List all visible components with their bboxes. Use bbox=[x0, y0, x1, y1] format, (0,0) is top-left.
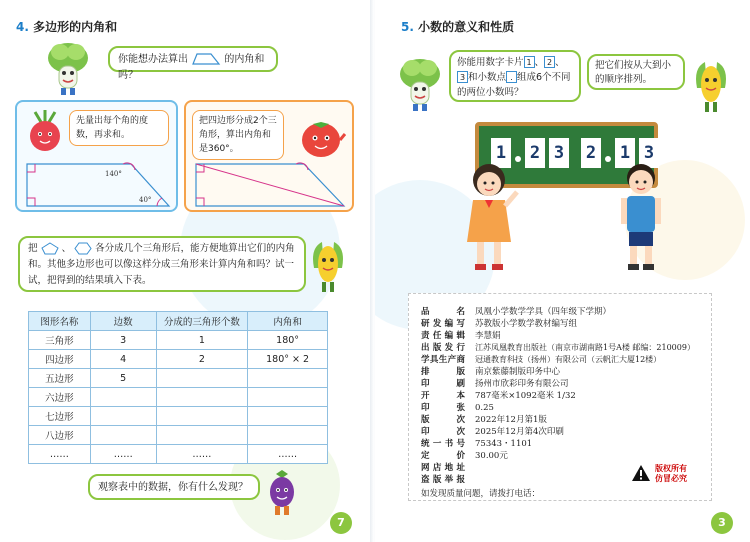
table-header: 内角和 bbox=[248, 312, 328, 331]
page-number-right: 3 bbox=[711, 512, 733, 534]
question-text: 组成6个不同的两位小数吗？ bbox=[457, 72, 571, 98]
info-row bbox=[421, 306, 611, 318]
info-row bbox=[421, 450, 508, 462]
section-number: 4. bbox=[16, 20, 29, 34]
table-cell: 五边形 bbox=[29, 369, 91, 388]
info-value: 2025年12月第4次印刷 bbox=[475, 427, 564, 437]
info-value: 李慧娟 bbox=[475, 331, 501, 341]
radish-character-icon bbox=[25, 108, 65, 154]
info-value: 75343・1101 bbox=[475, 439, 533, 449]
method-text-measure: 先量出每个角的度数，再求和。 bbox=[69, 110, 169, 146]
info-row bbox=[421, 426, 564, 438]
cabbage-character-icon bbox=[395, 54, 445, 112]
corn-character-icon bbox=[691, 58, 731, 116]
section-number: 5. bbox=[401, 20, 414, 34]
question-text: 、 bbox=[534, 57, 545, 68]
info-label: 定价 bbox=[421, 451, 465, 461]
decimal-point-card: . bbox=[506, 71, 517, 83]
table-cell: …… bbox=[90, 445, 156, 464]
question-text: 你能用数字卡片 bbox=[457, 57, 524, 68]
table-row bbox=[29, 331, 328, 350]
table-cell bbox=[248, 407, 328, 426]
table-cell: 四边形 bbox=[29, 350, 91, 369]
table-row bbox=[29, 426, 328, 445]
info-value: 扬州市欣彩印务有限公司 bbox=[475, 379, 569, 389]
prompt-text-3: 各分成几个三角形后，能方便地算出它们的内角和。其他多边形也可以像这样分成三角形来计算内角和吗？试一试，把得到的结果填入下表。 bbox=[28, 243, 295, 286]
table-cell: 180° × 2 bbox=[248, 350, 328, 369]
table-cell: 5 bbox=[90, 369, 156, 388]
copyright-warning bbox=[655, 464, 687, 484]
pentagon-icon bbox=[41, 242, 59, 255]
method-card-split bbox=[184, 100, 354, 212]
info-label: 排版 bbox=[421, 367, 465, 377]
info-row bbox=[421, 402, 494, 414]
table-cell: 4 bbox=[90, 350, 156, 369]
table-cell: …… bbox=[156, 445, 248, 464]
copyright-warning-line2: 仿冒必究 bbox=[655, 474, 687, 483]
info-row bbox=[421, 474, 475, 486]
method-card-measure bbox=[15, 100, 178, 212]
info-value: 2022年12月第1版 bbox=[475, 415, 547, 425]
copyright-warning-line1: 版权所有 bbox=[655, 464, 687, 473]
table-cell: 六边形 bbox=[29, 388, 91, 407]
table-cell: 1 bbox=[156, 331, 248, 350]
board-digit-card: 1 bbox=[615, 138, 635, 168]
quadrilateral-diagram bbox=[23, 160, 173, 210]
info-row bbox=[421, 318, 577, 330]
info-value: 南京紫藤制版印务中心 bbox=[475, 367, 561, 377]
table-cell bbox=[248, 369, 328, 388]
table-row bbox=[29, 445, 328, 464]
board-decimal-point bbox=[605, 156, 611, 162]
publication-info-box bbox=[408, 293, 712, 501]
table-cell bbox=[90, 388, 156, 407]
board-digit-card: 1 bbox=[491, 138, 511, 168]
table-header: 分成的三角形个数 bbox=[156, 312, 248, 331]
info-value: 30.00元 bbox=[475, 451, 508, 461]
angle-label-40: 40° bbox=[139, 196, 152, 204]
table-cell: …… bbox=[248, 445, 328, 464]
info-row bbox=[421, 438, 532, 450]
info-label: 责任编辑 bbox=[421, 331, 465, 341]
table-cell bbox=[156, 369, 248, 388]
info-label: 学具生产商 bbox=[421, 355, 465, 365]
table-cell: 180° bbox=[248, 331, 328, 350]
table-cell: 2 bbox=[156, 350, 248, 369]
info-value: 江苏凤凰教育出版社（南京市湖南路1号A楼 邮编：210009） bbox=[475, 343, 695, 352]
table-header: 边数 bbox=[90, 312, 156, 331]
digit-card-3: 3 bbox=[457, 71, 468, 83]
table-cell bbox=[90, 407, 156, 426]
girl-student-icon bbox=[463, 160, 519, 272]
board-digit-card: 3 bbox=[639, 138, 659, 168]
split-quadrilateral-diagram bbox=[192, 160, 350, 210]
cabbage-character-icon bbox=[42, 38, 94, 96]
info-label: 印张 bbox=[421, 403, 465, 413]
question-end-text: 的内角和吗？ bbox=[118, 54, 265, 81]
info-label: 出版发行 bbox=[421, 343, 465, 353]
question-text: 你能想办法算出 bbox=[118, 54, 188, 65]
prompt-text-2: 、 bbox=[61, 243, 72, 254]
section-title-text: 小数的意义和性质 bbox=[418, 20, 515, 34]
info-label: 品名 bbox=[421, 307, 465, 317]
info-value: 苏教版小学数学教材编写组 bbox=[475, 319, 578, 329]
info-label: 印刷 bbox=[421, 379, 465, 389]
board-digit-card: 2 bbox=[525, 138, 545, 168]
table-cell: 三角形 bbox=[29, 331, 91, 350]
info-row bbox=[421, 378, 569, 390]
info-label: 研发编写 bbox=[421, 319, 465, 329]
trapezoid-icon bbox=[191, 53, 221, 65]
board-digit-card: 3 bbox=[549, 138, 569, 168]
info-row bbox=[421, 366, 560, 378]
info-label: 印次 bbox=[421, 427, 465, 437]
table-cell: 3 bbox=[90, 331, 156, 350]
info-value: 787毫米×1092毫米 1/32 bbox=[475, 391, 576, 401]
info-label: 盗版举报 bbox=[421, 475, 465, 485]
right-page bbox=[375, 0, 750, 542]
section-title bbox=[16, 18, 117, 35]
angle-label-140: 140° bbox=[105, 170, 122, 178]
info-row bbox=[421, 390, 576, 402]
page-number-left: 7 bbox=[330, 512, 352, 534]
hexagon-icon bbox=[74, 242, 92, 255]
question-text: 和小数点 bbox=[468, 72, 507, 83]
info-label: 网店地址 bbox=[421, 463, 465, 473]
info-value: 冠通教育科技（扬州）有限公司（云帆汇大厦12楼） bbox=[475, 355, 662, 364]
info-label: 版次 bbox=[421, 415, 465, 425]
table-cell: 八边形 bbox=[29, 426, 91, 445]
info-value: 凤凰小学数学学具（四年级下学期） bbox=[475, 307, 612, 317]
eggplant-character-icon bbox=[262, 468, 302, 518]
digit-card-2: 2 bbox=[544, 56, 555, 68]
question-bubble bbox=[108, 46, 278, 81]
prompt-text-1: 把 bbox=[28, 243, 38, 254]
question-bubble bbox=[449, 50, 581, 102]
corn-character-icon bbox=[308, 238, 348, 296]
question-text: 、 bbox=[555, 57, 565, 68]
polygon-angle-table bbox=[28, 311, 328, 464]
table-cell bbox=[156, 388, 248, 407]
table-cell bbox=[156, 426, 248, 445]
table-row bbox=[29, 369, 328, 388]
info-row bbox=[421, 414, 547, 426]
boy-student-icon bbox=[615, 160, 667, 272]
table-cell bbox=[90, 426, 156, 445]
observe-bubble: 观察表中的数据，你有什么发现？ bbox=[88, 474, 260, 500]
board-digit-card: 2 bbox=[581, 138, 601, 168]
method-text-split: 把四边形分成2个三角形，算出内角和是360°。 bbox=[192, 110, 284, 160]
table-header: 图形名称 bbox=[29, 312, 91, 331]
table-row bbox=[29, 350, 328, 369]
digit-card-1: 1 bbox=[524, 56, 535, 68]
info-row bbox=[421, 462, 475, 474]
left-page bbox=[0, 0, 372, 542]
sort-bubble: 把它们按从大到小的顺序排列。 bbox=[587, 54, 685, 90]
table-cell bbox=[156, 407, 248, 426]
info-row bbox=[421, 342, 695, 354]
table-cell: 七边形 bbox=[29, 407, 91, 426]
section-title bbox=[401, 18, 514, 35]
info-label: 开本 bbox=[421, 391, 465, 401]
info-value: 0.25 bbox=[475, 403, 494, 413]
quality-contact-text: 如发现质量问题，请拨打电话： bbox=[421, 489, 541, 499]
info-row bbox=[421, 330, 501, 342]
info-label: 统一书号 bbox=[421, 439, 465, 449]
warning-triangle-icon bbox=[631, 464, 651, 482]
table-row bbox=[29, 407, 328, 426]
info-row bbox=[421, 354, 661, 366]
prompt-bubble bbox=[18, 236, 306, 292]
table-header-row bbox=[29, 312, 328, 331]
table-row bbox=[29, 388, 328, 407]
tomato-character-icon bbox=[296, 112, 346, 160]
table-cell: …… bbox=[29, 445, 91, 464]
table-cell bbox=[248, 388, 328, 407]
section-title-text: 多边形的内角和 bbox=[33, 20, 118, 34]
table-cell bbox=[248, 426, 328, 445]
